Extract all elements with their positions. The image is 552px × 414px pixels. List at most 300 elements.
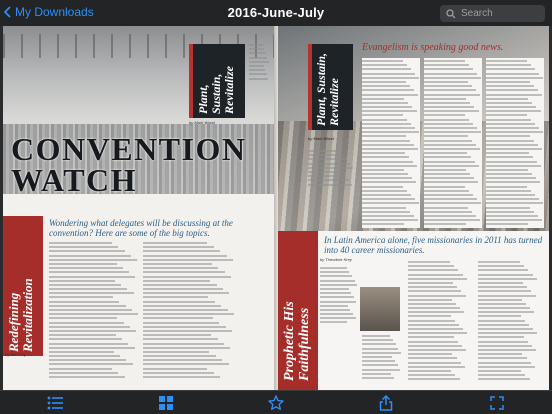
text-line [478,261,520,263]
text-line [408,290,461,292]
text-line [408,370,451,372]
text-line [424,81,468,83]
text-line [408,265,454,267]
text-line [49,259,137,261]
text-line [143,242,207,244]
search-placeholder: Search [461,8,493,19]
share-icon [379,395,393,411]
text-line [49,355,120,357]
text-line [478,349,536,351]
left-page [3,26,274,390]
text-line [362,131,419,133]
right-text-column-2 [424,58,482,228]
text-line [143,363,229,365]
text-line [362,173,408,175]
redefining-banner [3,216,43,356]
text-line [424,64,469,66]
text-line [486,152,529,154]
text-line [478,341,528,343]
text-line [478,311,534,313]
text-line [486,207,530,209]
text-line [308,171,343,173]
text-line [486,119,531,121]
text-line [408,349,466,351]
grid-icon [159,396,173,410]
text-line [362,110,417,112]
text-line [362,186,403,188]
text-line [486,102,532,104]
text-line [308,167,353,169]
text-line [362,152,405,154]
text-line [249,69,265,71]
text-line [362,127,415,129]
text-line [486,144,538,146]
search-icon [446,9,456,19]
text-line [320,309,350,311]
text-line [362,207,406,209]
text-line [478,265,524,267]
text-line [249,61,269,63]
text-line [424,169,466,171]
text-line [49,288,127,290]
text-line [486,77,543,79]
text-line [408,357,457,359]
text-line [478,290,531,292]
text-line [424,73,477,75]
text-line [424,194,473,196]
text-line [362,223,404,225]
magazine-spread[interactable] [3,26,549,390]
text-line [49,338,122,340]
text-line [478,345,532,347]
text-line [478,295,536,297]
faithfulness-column-2 [408,261,468,385]
text-line [486,94,542,96]
text-line [362,98,404,100]
text-line [478,353,522,355]
grid-button[interactable] [156,393,176,413]
text-line [362,215,414,217]
text-line [362,169,404,171]
faithfulness-section [278,231,549,390]
text-line [249,65,264,67]
text-line [320,313,353,315]
text-line [408,345,462,347]
text-line [424,102,470,104]
text-line [143,259,233,261]
text-line [49,296,113,298]
text-line [143,322,219,324]
text-line [143,338,218,340]
text-line [424,144,476,146]
right-page [278,26,549,390]
text-column-2 [143,242,235,382]
text-line [424,135,468,137]
text-line [408,282,453,284]
text-line [408,362,461,364]
text-line [143,250,220,252]
text-line [424,114,465,116]
faithfulness-caption [320,267,358,327]
text-line [362,335,390,337]
list-icon [47,396,63,410]
text-line [308,154,343,156]
text-line [486,177,536,179]
text-line [408,307,460,309]
text-line [362,77,419,79]
text-line [486,219,542,221]
text-line [486,135,530,137]
text-line [478,303,526,305]
text-line [424,152,467,154]
text-line [143,372,214,374]
text-line [486,81,530,83]
text-line [486,156,533,158]
text-line [320,317,356,319]
side-title: Redefining Revitalization [6,278,35,352]
text-line [49,334,116,336]
text-line [486,110,541,112]
text-line [424,127,477,129]
text-line [424,123,473,125]
text-line [362,181,416,183]
text-line [408,324,459,326]
text-line [143,284,217,286]
text-line [143,376,220,378]
text-line [143,305,221,307]
text-line [408,311,464,313]
text-line [408,328,463,330]
text-line [49,363,133,365]
text-line [362,198,415,200]
text-line [478,286,527,288]
text-line [143,263,212,265]
text-line [49,250,125,252]
text-line [362,123,411,125]
text-line [424,173,470,175]
text-line [362,102,408,104]
text-line [362,161,413,163]
text-line [478,324,529,326]
text-line [143,347,230,349]
text-line [424,68,473,70]
text-line [143,301,215,303]
text-line [49,343,128,345]
text-line [486,223,528,225]
text-line [424,165,479,167]
text-line [362,177,412,179]
text-line [424,94,480,96]
text-line [143,317,213,319]
faithfulness-banner [278,231,318,390]
text-line [424,106,474,108]
text-line [49,351,114,353]
text-line [408,341,458,343]
text-line [362,140,410,142]
text-line [49,376,125,378]
share-button[interactable] [376,393,396,413]
text-line [143,334,211,336]
text-line [408,286,457,288]
text-line [478,315,521,317]
text-column-1 [49,242,139,382]
text-line [362,89,414,91]
text-line [424,181,478,183]
text-line [478,278,537,280]
text-line [143,276,231,278]
text-line [486,173,532,175]
text-line [486,202,543,204]
text-line [408,295,466,297]
text-line [308,150,340,152]
top-bar [0,0,552,26]
text-line [49,322,124,324]
text-line [49,317,117,319]
text-line [308,175,346,177]
text-line [478,274,533,276]
text-line [143,326,226,328]
text-line [424,161,475,163]
text-line [49,255,131,257]
text-line [320,267,347,269]
text-line [486,60,527,62]
text-line [143,280,210,282]
text-line [49,305,126,307]
text-line [308,184,352,186]
text-line [478,332,537,334]
text-line [49,276,135,278]
text-line [362,119,407,121]
text-line [362,68,411,70]
text-line [49,313,138,315]
text-line [143,351,209,353]
right-banner-byline: by Mark Wood [308,136,334,141]
text-line [486,85,534,87]
text-line [424,119,469,121]
text-line [49,246,118,248]
text-line [478,362,531,364]
text-line [362,60,403,62]
text-line [362,352,401,354]
text-line [362,81,406,83]
text-line [249,52,266,54]
text-line [362,364,398,366]
text-line [49,271,129,273]
fullscreen-icon [490,396,504,410]
text-line [408,353,452,355]
text-line [408,269,458,271]
text-line [362,194,411,196]
text-line [486,73,539,75]
faithfulness-byline: by Theodore Krey [320,257,352,262]
fullscreen-button[interactable] [487,393,507,413]
text-line [49,242,112,244]
text-line [308,163,350,165]
text-line [49,280,115,282]
text-line [424,223,466,225]
text-line [362,144,414,146]
text-line [362,373,391,375]
text-line [143,246,214,248]
text-line [362,165,417,167]
latin-america-deck: In Latin America alone, five missionaries in 2011 has turned into 40 career missionaries. [324,235,543,255]
text-line [478,378,530,380]
text-line [362,106,412,108]
text-line [362,73,415,75]
text-line [408,303,456,305]
text-line [362,211,410,213]
text-line [478,336,524,338]
text-line [486,68,535,70]
text-line [49,301,119,303]
text-line [478,320,525,322]
bookmark-button[interactable] [266,393,286,413]
text-line [486,211,534,213]
text-line [320,288,349,290]
text-line [478,269,528,271]
plant-sustain-banner [189,44,245,118]
text-line [143,267,218,269]
search-input[interactable] [440,5,545,22]
text-line [249,73,267,75]
side-byline: by Bart Day [5,352,26,357]
text-line [362,343,396,345]
star-icon [268,395,284,410]
text-line [143,368,207,370]
text-line [424,140,472,142]
text-line [143,288,223,290]
text-line [143,271,225,273]
text-line [362,94,418,96]
text-line [486,165,541,167]
text-line [486,148,542,150]
text-line [408,332,467,334]
text-line [424,207,468,209]
text-line [408,320,455,322]
text-line [424,77,481,79]
bottom-toolbar [0,390,552,414]
text-line [143,343,224,345]
text-line [486,161,537,163]
article-deck: Wondering what delegates will be discussing at the convention? Here are some of the big topics. [49,218,233,238]
text-line [49,347,135,349]
text-line [408,374,455,376]
text-line [408,261,450,263]
text-line [362,148,418,150]
text-line [49,359,126,361]
plant-sustain-banner-right [308,44,353,130]
text-line [478,366,535,368]
text-line [424,190,469,192]
text-line [362,190,407,192]
text-line [308,179,349,181]
text-line [478,307,530,309]
text-line [143,313,234,315]
text-line [486,131,543,133]
text-line [486,169,528,171]
text-line [362,360,395,362]
text-line [424,60,465,62]
text-line [486,114,527,116]
text-line [362,369,400,371]
main-title: CONVENTION WATCH [11,131,247,198]
text-line [408,278,467,280]
text-line [424,89,476,91]
text-line [486,198,539,200]
back-label: My Downloads [15,5,94,19]
text-line [486,140,534,142]
text-line [424,110,479,112]
text-line [362,356,392,358]
text-line [49,292,134,294]
text-line [486,190,531,192]
text-line [408,366,465,368]
text-line [249,57,267,59]
missionary-photo [360,287,400,331]
text-line [362,85,410,87]
text-line [320,271,349,273]
text-line [478,299,522,301]
text-line [49,309,132,311]
faithfulness-column-1 [362,335,402,385]
text-line [424,211,472,213]
banner-byline: by Mark Wood [189,120,215,125]
text-line [486,98,528,100]
text-line [249,48,264,50]
list-button[interactable] [45,393,65,413]
text-line [424,148,480,150]
text-line [424,98,466,100]
text-line [424,202,481,204]
text-line [143,255,227,257]
text-line [408,315,451,317]
text-line [362,156,409,158]
text-line [362,64,407,66]
right-banner-title: Plant, Sustain, Revitalize [314,52,341,126]
text-line [478,328,533,330]
faithfulness-title: Prophetic His Faithfulness [282,301,312,381]
text-line [143,355,216,357]
text-line [486,64,531,66]
text-line [143,359,222,361]
text-line [486,181,540,183]
text-line [362,202,419,204]
text-line [143,296,208,298]
text-line [486,186,527,188]
photo-caption [249,44,269,84]
text-line [486,89,538,91]
text-line [49,263,117,265]
text-line [362,135,406,137]
text-line [408,274,463,276]
text-line [478,374,525,376]
text-line [362,219,418,221]
text-line [362,339,393,341]
text-line [249,78,268,80]
text-line [408,299,452,301]
text-line [424,219,480,221]
text-line [320,280,355,282]
text-line [49,326,130,328]
text-line [320,321,347,323]
text-line [478,282,523,284]
text-line [143,309,228,311]
text-line [424,215,476,217]
text-line [49,284,121,286]
text-line [486,127,539,129]
issue-title: 2016-June-July [227,5,325,20]
text-line [362,348,398,350]
